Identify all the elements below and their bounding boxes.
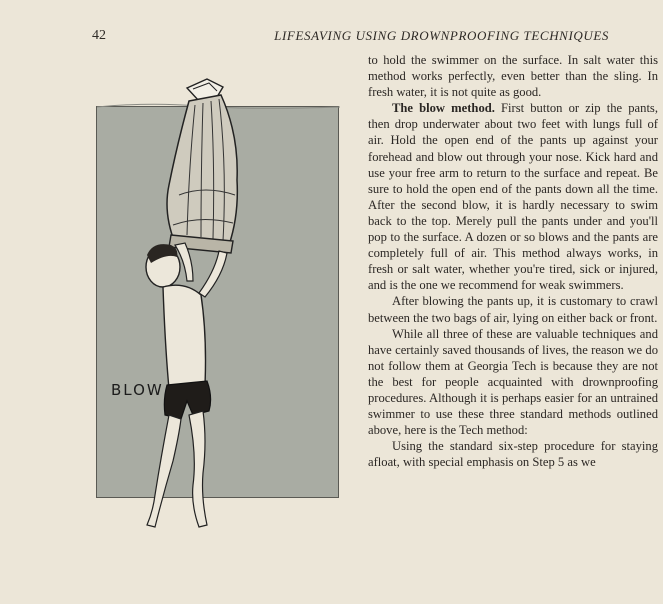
page-header bbox=[0, 26, 663, 48]
illustration-panel bbox=[96, 106, 339, 498]
paragraph-blow-method bbox=[368, 100, 658, 293]
paragraph-blow-method-text: First button or zip the pants, then drop underwater about two feet with lungs full of air. Hold the open end of the pants up against your forehead and blow out through your nose. Kick hard and use your free arm to return to the surface and repeat. Be sure to hold the open end of the pants down all the time. After the second blow, it is hardly necessary to swim back to the top. Merely pull the pants under and you'll pop to the surface. A dozen or so blows and the pants are completely full of air. This method always works, in fresh or salt water, whether you're tired, sick or injured, and is the one we recommend for weak swimmers. bbox=[368, 101, 658, 293]
running-head: LIFESAVING USING DROWNPROOFING TECHNIQUES bbox=[274, 28, 609, 43]
body-text-column bbox=[368, 52, 658, 470]
paragraph-tech-method: Using the standard six-step procedure for staying afloat, with special emphasis on Step 5 as we bbox=[368, 439, 658, 470]
paragraph-crawl: After blowing the pants up, it is customary to crawl between the two bags of air, lying on either back or front. bbox=[368, 294, 658, 325]
paragraph-tech-reason: While all three of these are valuable techniques and have certainly saved thousands of lives, the reason we do not follow them at Georgia Tech is because they are not the best for people acquainted with drownproofing procedures. Although it is perhaps easier for an untrained swimmer to use these three standard methods outlined above, here is the Tech method: bbox=[368, 326, 658, 438]
page-number: 42 bbox=[92, 28, 106, 43]
swimmer-blowing-pants-icon bbox=[89, 85, 349, 525]
figure-label: BLOW bbox=[111, 381, 164, 399]
run-in-heading: The blow method. bbox=[392, 101, 495, 116]
paragraph-continuation: to hold the swimmer on the surface. In salt water this method works perfectly, even better than the sling. In fresh water, it is not quite as good. bbox=[368, 53, 658, 100]
